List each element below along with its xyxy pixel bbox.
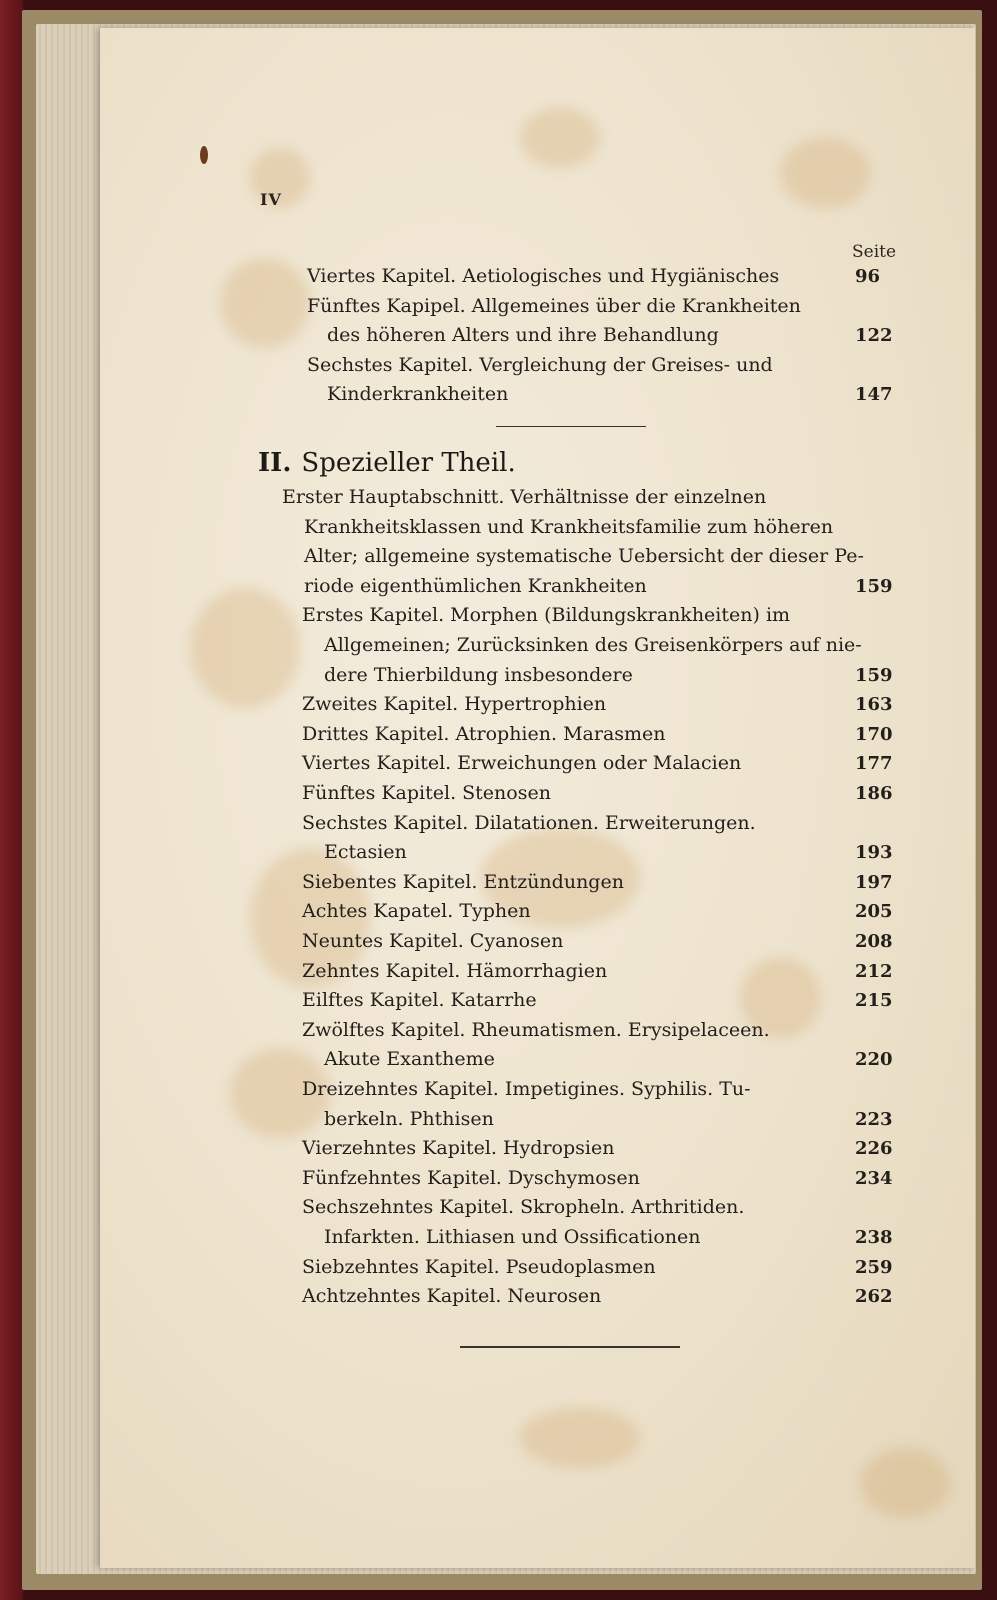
entry-line: Siebzehntes Kapitel. Pseudoplasmen [302,1255,656,1278]
page-number: 234 [855,1167,893,1189]
page-number: 177 [855,753,893,775]
page-number: 226 [855,1138,893,1160]
page-number: 208 [855,931,893,952]
entry-line: Siebentes Kapitel. Entzündungen [302,870,624,893]
entry-line: Ectasien [324,841,407,864]
page-number: 215 [855,990,893,1012]
page-number: 212 [855,960,893,982]
entry-line: dere Thierbildung insbesondere [324,663,633,686]
page-number: 170 [855,723,893,745]
divider-rule [496,426,646,427]
page-number: 259 [855,1256,893,1278]
page-number: 193 [855,842,893,864]
page-number: 223 [855,1108,893,1130]
page-number: 205 [855,901,893,923]
page-number: 163 [855,694,893,716]
entry-line: des höheren Alters und ihre Behandlung [327,324,719,347]
folio-number: IV [260,190,282,209]
entry-line: Viertes Kapitel. Erweichungen oder Malacien [302,752,742,775]
entry-line: Zehntes Kapitel. Hämorrhagien [302,959,608,982]
entry-line: Fünftes Kapitel. Stenosen [302,782,551,804]
column-header-seite: Seite [852,242,897,262]
entry-line: Sechstes Kapitel. Vergleichung der Greises- und [307,353,773,376]
entry-line: Akute Exantheme [324,1048,495,1071]
page-number: 159 [855,664,893,686]
entry-line: Viertes Kapitel. Aetiologisches und Hygiänisches [307,265,780,287]
entry-line: berkeln. Phthisen [324,1107,494,1130]
entry-line: Sechszehntes Kapitel. Skropheln. Arthritiden. [302,1196,745,1219]
entry-line: Alter; allgemeine systematische Uebersicht der dieser Pe- [304,545,864,568]
entry-line: riode eigenthümlichen Krankheiten [304,574,647,597]
entry-line: Dreizehntes Kapitel. Impetigines. Syphilis. Tu- [302,1078,751,1100]
page-number: 262 [855,1286,893,1308]
page-number: 122 [855,325,893,347]
entry-line: Allgemeinen; Zurücksinken des Greisenkörpers auf nie- [324,634,862,656]
page-number: 159 [855,575,893,597]
entry-line: Sechstes Kapitel. Dilatationen. Erweiterungen. [302,811,756,834]
entry-line: Krankheitsklassen und Krankheitsfamilie zum höheren [304,515,834,538]
entry-line: Erster Hauptabschnitt. Verhältnisse der einzelnen [282,486,767,508]
entry-line: Fünftes Kapipel. Allgemeines über die Krankheiten [307,294,801,317]
section-number: II. [258,448,292,478]
section-title-text: Spezieller Theil. [301,448,516,478]
page-number: 147 [855,384,893,406]
entry-line: Drittes Kapitel. Atrophien. Marasmen [302,722,666,745]
page-number: 96 [855,266,881,287]
entry-line: Achtzehntes Kapitel. Neurosen [302,1285,602,1308]
page-number: 238 [855,1227,893,1248]
entry-line: Eilftes Kapitel. Katarrhe [302,989,537,1012]
section-heading [258,448,516,478]
page-number: 220 [855,1049,893,1071]
entry-line: Vierzehntes Kapitel. Hydropsien [302,1137,615,1160]
entry-line: Neuntes Kapitel. Cyanosen [302,930,564,952]
entry-line: Zwölftes Kapitel. Rheumatismen. Erysipelaceen. [302,1018,770,1041]
end-rule [460,1346,680,1348]
entry-line: Erstes Kapitel. Morphen (Bildungskrankheiten) im [302,604,791,627]
entry-line: Zweites Kapitel. Hypertrophien [302,693,607,716]
entry-line: Achtes Kapatel. Typhen [302,900,531,923]
entry-line: Kinderkrankheiten [327,383,509,406]
entry-line: Infarkten. Lithiasen und Ossificationen [324,1226,701,1248]
page-number: 186 [855,783,893,804]
entry-line: Fünfzehntes Kapitel. Dyschymosen [302,1166,640,1189]
page-number: 197 [855,871,893,893]
